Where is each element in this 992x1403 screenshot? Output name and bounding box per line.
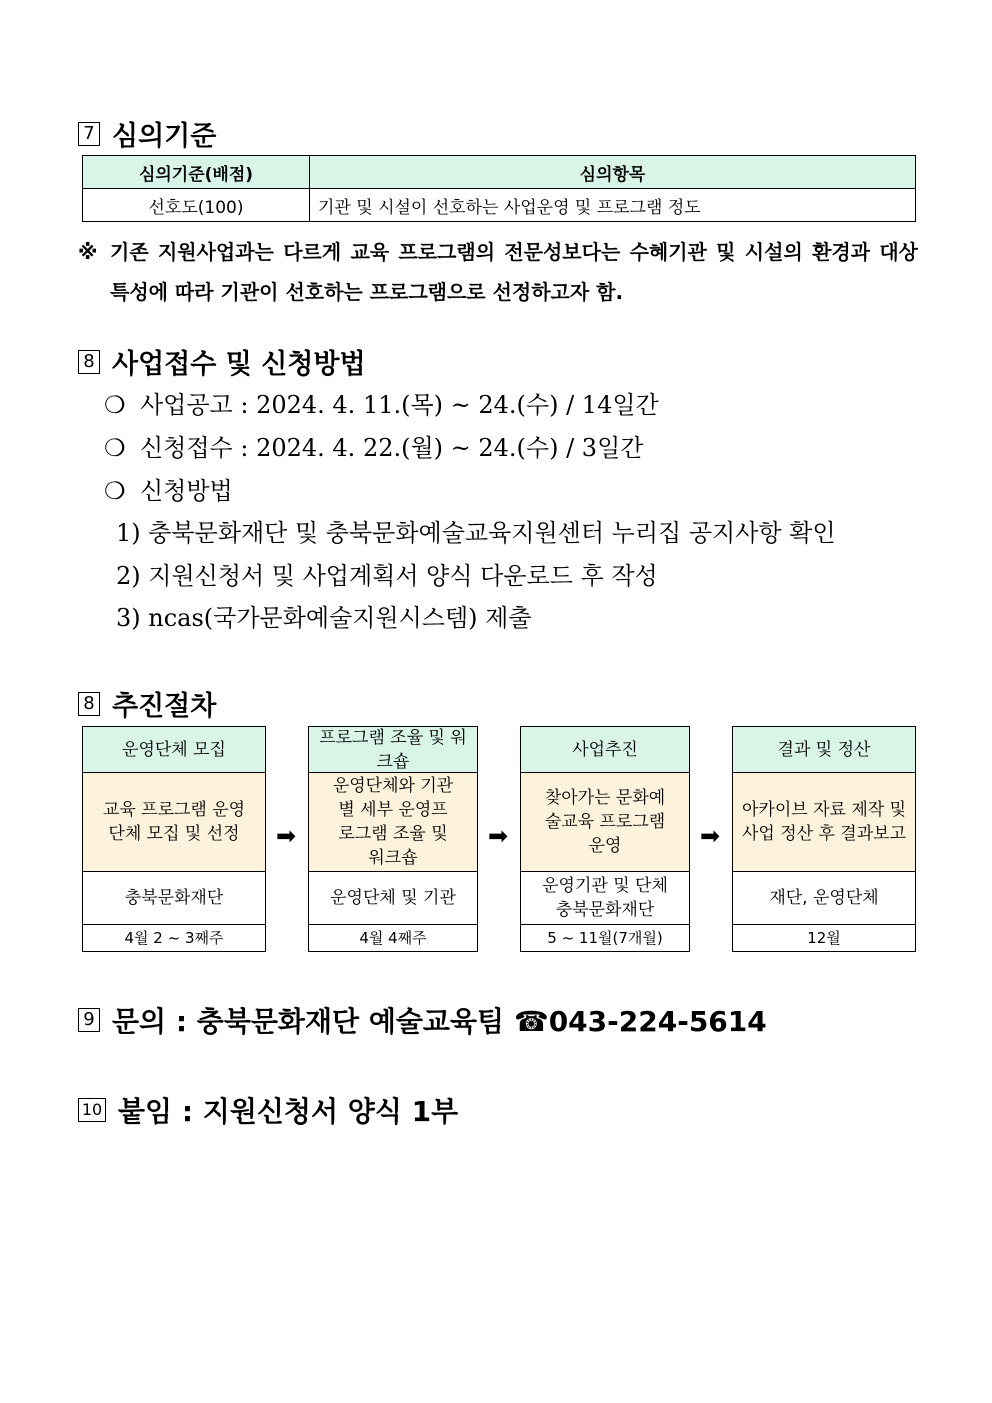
section-number: 8 (78, 350, 100, 374)
criteria-cell-score: 선호도(100) (83, 189, 310, 222)
step-item: 3) ncas(국가문화예술지원시스템) 제출 (116, 604, 532, 632)
contact-text: 문의 : 충북문화재단 예술교육팀 ☎043-224-5614 (112, 1005, 767, 1038)
section-8b-title (78, 684, 216, 723)
process-body: 아카이브 자료 제작 및 사업 정산 후 결과보고 (732, 773, 916, 872)
section-number: 7 (78, 122, 100, 146)
list-item (104, 385, 659, 420)
section-number: 10 (78, 1098, 106, 1122)
list-item (104, 471, 233, 506)
process-date: 4월 2 ~ 3째주 (82, 925, 266, 952)
item-text: 신청방법 (140, 477, 233, 505)
note-text: 기존 지원사업과는 다르게 교육 프로그램의 전문성보다는 수혜기관 및 시설의 환경과 대상 특성에 따라 기관이 선호하는 프로그램으로 선정하고자 함. (110, 240, 918, 304)
bullet-icon: ❍ (104, 391, 126, 419)
process-date: 5 ~ 11월(7개월) (520, 925, 690, 952)
section-title-text: 사업접수 및 신청방법 (112, 349, 366, 380)
section-number: 8 (78, 692, 100, 716)
list-item (104, 428, 643, 463)
bullet-icon: ❍ (104, 434, 126, 462)
process-date: 12월 (732, 925, 916, 952)
process-org: 재단, 운영단체 (732, 872, 916, 925)
note-mark: ※ (78, 240, 98, 264)
step-item: 1) 충북문화재단 및 충북문화예술교육지원센터 누리집 공지사항 확인 (116, 519, 836, 547)
arrow-right-icon: ➡ (700, 822, 721, 850)
step-item: 2) 지원신청서 및 사업계획서 양식 다운로드 후 작성 (116, 562, 658, 590)
section-10-attachment (78, 1090, 458, 1130)
process-header: 운영단체 모집 (82, 726, 266, 773)
process-body: 운영단체와 기관별 세부 운영프로그램 조율 및 워크숍 (308, 773, 478, 872)
note-block (78, 232, 918, 312)
section-7-title (78, 114, 216, 153)
process-org: 운영기관 및 단체 충북문화재단 (520, 872, 690, 925)
arrow-right-icon: ➡ (276, 822, 297, 850)
bullet-icon: ❍ (104, 477, 126, 505)
section-9-contact (78, 1000, 767, 1040)
arrow-right-icon: ➡ (488, 822, 509, 850)
process-header: 사업추진 (520, 726, 690, 773)
section-number: 9 (78, 1008, 100, 1032)
criteria-header-score: 심의기준(배점) (83, 156, 310, 189)
section-8-title (78, 342, 366, 381)
process-column-2 (308, 726, 478, 952)
process-date: 4월 4째주 (308, 925, 478, 952)
process-column-4 (732, 726, 916, 952)
criteria-header-item: 심의항목 (310, 156, 916, 189)
process-column-3 (520, 726, 690, 952)
process-org: 운영단체 및 기관 (308, 872, 478, 925)
item-text: 신청접수 : 2024. 4. 22.(월) ~ 24.(수) / 3일간 (140, 434, 644, 462)
attachment-text: 붙임 : 지원신청서 양식 1부 (118, 1095, 459, 1128)
section-title-text: 심의기준 (112, 121, 217, 152)
criteria-table (82, 155, 916, 222)
process-header: 프로그램 조율 및 워크숍 (308, 726, 478, 773)
process-org: 충북문화재단 (82, 872, 266, 925)
section-title-text: 추진절차 (112, 691, 217, 722)
item-text: 사업공고 : 2024. 4. 11.(목) ~ 24.(수) / 14일간 (140, 391, 659, 419)
process-body: 교육 프로그램 운영단체 모집 및 선정 (82, 773, 266, 872)
process-header: 결과 및 정산 (732, 726, 916, 773)
process-body: 찾아가는 문화예술교육 프로그램 운영 (520, 773, 690, 872)
process-column-1 (82, 726, 266, 952)
criteria-cell-item: 기관 및 시설이 선호하는 사업운영 및 프로그램 정도 (310, 189, 916, 222)
